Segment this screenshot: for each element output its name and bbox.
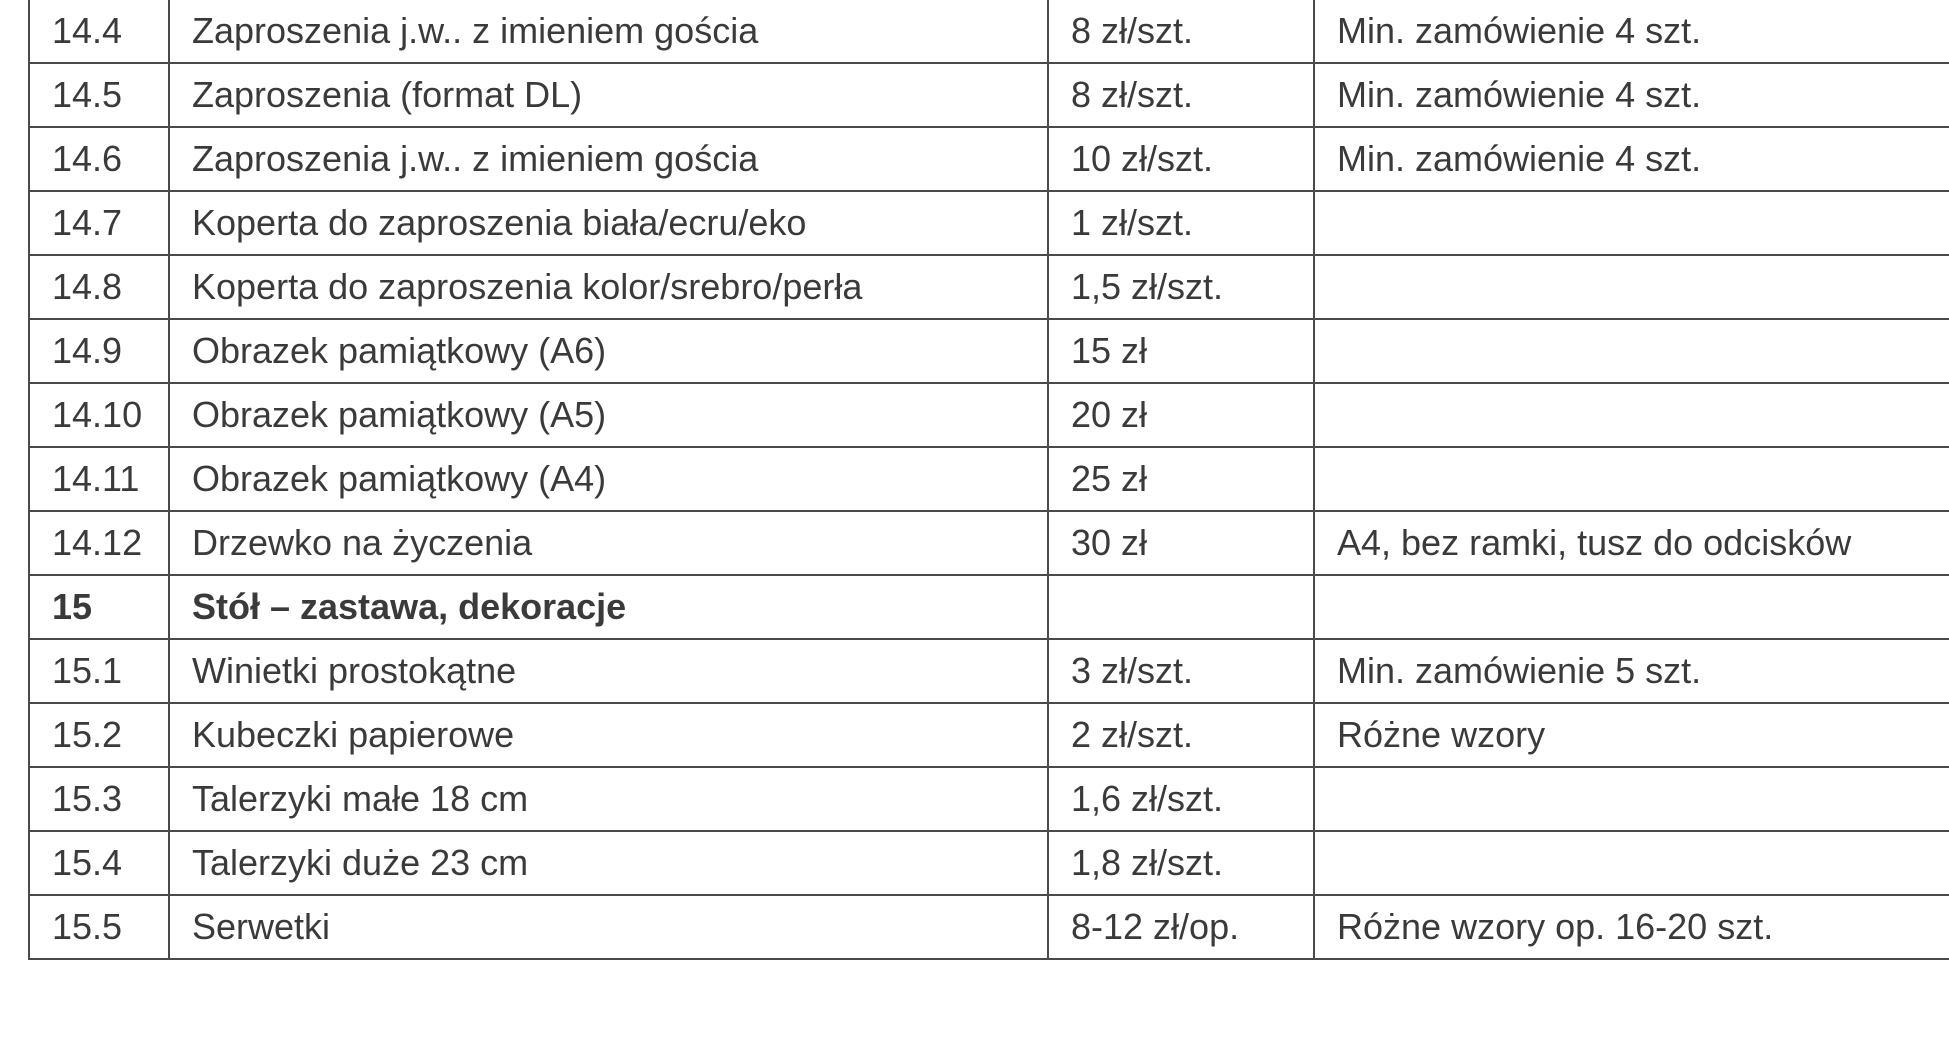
table-row [29, 191, 1949, 255]
table-row [29, 831, 1949, 895]
item-number: 15.1 [29, 639, 169, 703]
item-name: Zaproszenia j.w.. z imieniem gościa [169, 127, 1048, 191]
item-number: 15.5 [29, 895, 169, 959]
item-name: Winietki prostokątne [169, 639, 1048, 703]
table-row [29, 447, 1949, 511]
item-note [1314, 319, 1949, 383]
item-name: Talerzyki małe 18 cm [169, 767, 1048, 831]
item-name: Serwetki [169, 895, 1048, 959]
table-row [29, 703, 1949, 767]
item-note: Różne wzory op. 16-20 szt. [1314, 895, 1949, 959]
item-note [1314, 767, 1949, 831]
item-price: 8 zł/szt. [1048, 0, 1314, 63]
item-note: Min. zamówienie 4 szt. [1314, 63, 1949, 127]
item-note: Min. zamówienie 4 szt. [1314, 0, 1949, 63]
table-row [29, 383, 1949, 447]
table-row [29, 127, 1949, 191]
item-price: 25 zł [1048, 447, 1314, 511]
item-price: 30 zł [1048, 511, 1314, 575]
item-price: 2 zł/szt. [1048, 703, 1314, 767]
item-name: Drzewko na życzenia [169, 511, 1048, 575]
item-price: 8 zł/szt. [1048, 63, 1314, 127]
item-number: 14.12 [29, 511, 169, 575]
section-number: 15 [29, 575, 169, 639]
item-price: 1 zł/szt. [1048, 191, 1314, 255]
item-number: 14.11 [29, 447, 169, 511]
item-name: Kubeczki papierowe [169, 703, 1048, 767]
item-price: 1,5 zł/szt. [1048, 255, 1314, 319]
item-number: 14.5 [29, 63, 169, 127]
item-price: 10 zł/szt. [1048, 127, 1314, 191]
item-name: Koperta do zaproszenia kolor/srebro/perła [169, 255, 1048, 319]
price-table [28, 0, 1949, 960]
table-row [29, 767, 1949, 831]
item-number: 14.7 [29, 191, 169, 255]
item-price: 15 zł [1048, 319, 1314, 383]
item-number: 14.6 [29, 127, 169, 191]
item-name: Zaproszenia (format DL) [169, 63, 1048, 127]
table-row [29, 63, 1949, 127]
table-row [29, 511, 1949, 575]
item-price: 8-12 zł/op. [1048, 895, 1314, 959]
item-number: 15.3 [29, 767, 169, 831]
item-name: Obrazek pamiątkowy (A4) [169, 447, 1048, 511]
item-price: 20 zł [1048, 383, 1314, 447]
item-number: 14.4 [29, 0, 169, 63]
item-number: 15.2 [29, 703, 169, 767]
item-price: 1,8 zł/szt. [1048, 831, 1314, 895]
item-name: Koperta do zaproszenia biała/ecru/eko [169, 191, 1048, 255]
table-row [29, 255, 1949, 319]
table-row [29, 0, 1949, 63]
item-note [1314, 447, 1949, 511]
item-price: 3 zł/szt. [1048, 639, 1314, 703]
item-note [1314, 831, 1949, 895]
item-note [1314, 255, 1949, 319]
item-price [1048, 575, 1314, 639]
item-note: Min. zamówienie 4 szt. [1314, 127, 1949, 191]
item-name: Obrazek pamiątkowy (A6) [169, 319, 1048, 383]
item-name: Talerzyki duże 23 cm [169, 831, 1048, 895]
table-row [29, 319, 1949, 383]
section-header-row [29, 575, 1949, 639]
table-row [29, 639, 1949, 703]
item-note [1314, 575, 1949, 639]
item-note [1314, 383, 1949, 447]
item-note: Min. zamówienie 5 szt. [1314, 639, 1949, 703]
item-name: Obrazek pamiątkowy (A5) [169, 383, 1048, 447]
item-number: 14.8 [29, 255, 169, 319]
item-price: 1,6 zł/szt. [1048, 767, 1314, 831]
item-number: 14.10 [29, 383, 169, 447]
table-row [29, 895, 1949, 959]
item-note: A4, bez ramki, tusz do odcisków [1314, 511, 1949, 575]
item-number: 14.9 [29, 319, 169, 383]
item-name: Zaproszenia j.w.. z imieniem gościa [169, 0, 1048, 63]
item-number: 15.4 [29, 831, 169, 895]
section-title: Stół – zastawa, dekoracje [169, 575, 1048, 639]
item-note [1314, 191, 1949, 255]
item-note: Różne wzory [1314, 703, 1949, 767]
